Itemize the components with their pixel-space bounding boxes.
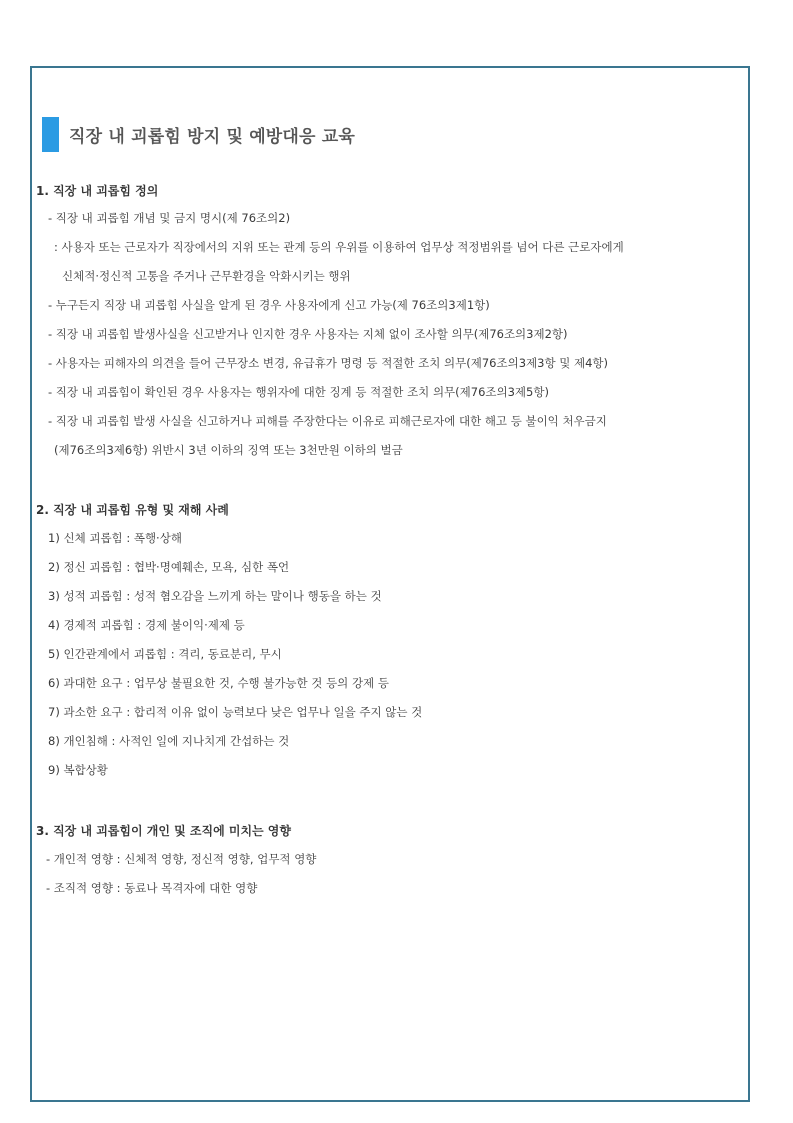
section1-heading: 1. 직장 내 괴롭힘 정의 xyxy=(36,184,159,198)
section1-line: - 직장 내 괴롭힘 개념 및 금지 명시(제 76조의2) xyxy=(48,211,291,225)
section3-line: - 조직적 영향 : 동료나 목격자에 대한 영향 xyxy=(46,881,258,895)
section1-line: (제76조의3제6항) 위반시 3년 이하의 징역 또는 3천만원 이하의 벌금 xyxy=(54,443,403,457)
section2-line: 6) 과대한 요구 : 업무상 불필요한 것, 수행 불가능한 것 등의 강제 등 xyxy=(48,676,389,690)
section3-heading: 3. 직장 내 괴롭힘이 개인 및 조직에 미치는 영향 xyxy=(36,824,291,838)
title-accent-bar xyxy=(42,117,59,152)
section1-line: - 직장 내 괴롭힘이 확인된 경우 사용자는 행위자에 대한 징계 등 적절한 조치 의무(제76조의3제5항) xyxy=(48,385,549,399)
section1-line: - 직장 내 괴롭힘 발생사실을 신고받거나 인지한 경우 사용자는 지체 없이 조사할 의무(제76조의3제2항) xyxy=(48,327,568,341)
page-title: 직장 내 괴롭힘 방지 및 예방대응 교육 xyxy=(69,127,356,147)
section2-line: 5) 인간관계에서 괴롭힘 : 격리, 동료분리, 무시 xyxy=(48,647,282,661)
section2-line: 4) 경제적 괴롭힘 : 경제 불이익·제제 등 xyxy=(48,618,245,632)
section1-line: : 사용자 또는 근로자가 직장에서의 지위 또는 관계 등의 우위를 이용하여 업무상 적정범위를 넘어 다른 근로자에게 xyxy=(54,240,624,254)
section2-line: 2) 정신 괴롭힘 : 협박·명예훼손, 모욕, 심한 폭언 xyxy=(48,560,290,574)
section2-line: 1) 신체 괴롭힘 : 폭행·상해 xyxy=(48,531,182,545)
section1-line: - 누구든지 직장 내 괴롭힘 사실을 알게 된 경우 사용자에게 신고 가능(제 76조의3제1항) xyxy=(48,298,490,312)
section2-heading: 2. 직장 내 괴롭힘 유형 및 재해 사례 xyxy=(36,503,229,517)
section3-line: - 개인적 영향 : 신체적 영향, 정신적 영향, 업무적 영향 xyxy=(46,852,317,866)
section2-line: 9) 복합상황 xyxy=(48,763,108,777)
section1-line: 신체적·정신적 고통을 주거나 근무환경을 악화시키는 행위 xyxy=(62,269,351,283)
section1-line: - 사용자는 피해자의 의견을 들어 근무장소 변경, 유급휴가 명령 등 적절한 조치 의무(제76조의3제3항 및 제4항) xyxy=(48,356,609,370)
title-block xyxy=(42,117,355,152)
section2-line: 8) 개인침해 : 사적인 일에 지나치게 간섭하는 것 xyxy=(48,734,290,748)
section1-line: - 직장 내 괴롭힘 발생 사실을 신고하거나 피해를 주장한다는 이유로 피해근로자에 대한 해고 등 불이익 처우금지 xyxy=(48,414,607,428)
section2-line: 3) 성적 괴롭힘 : 성적 혐오감을 느끼게 하는 말이나 행동을 하는 것 xyxy=(48,589,382,603)
section2-line: 7) 과소한 요구 : 합리적 이유 없이 능력보다 낮은 업무나 일을 주지 않는 것 xyxy=(48,705,423,719)
